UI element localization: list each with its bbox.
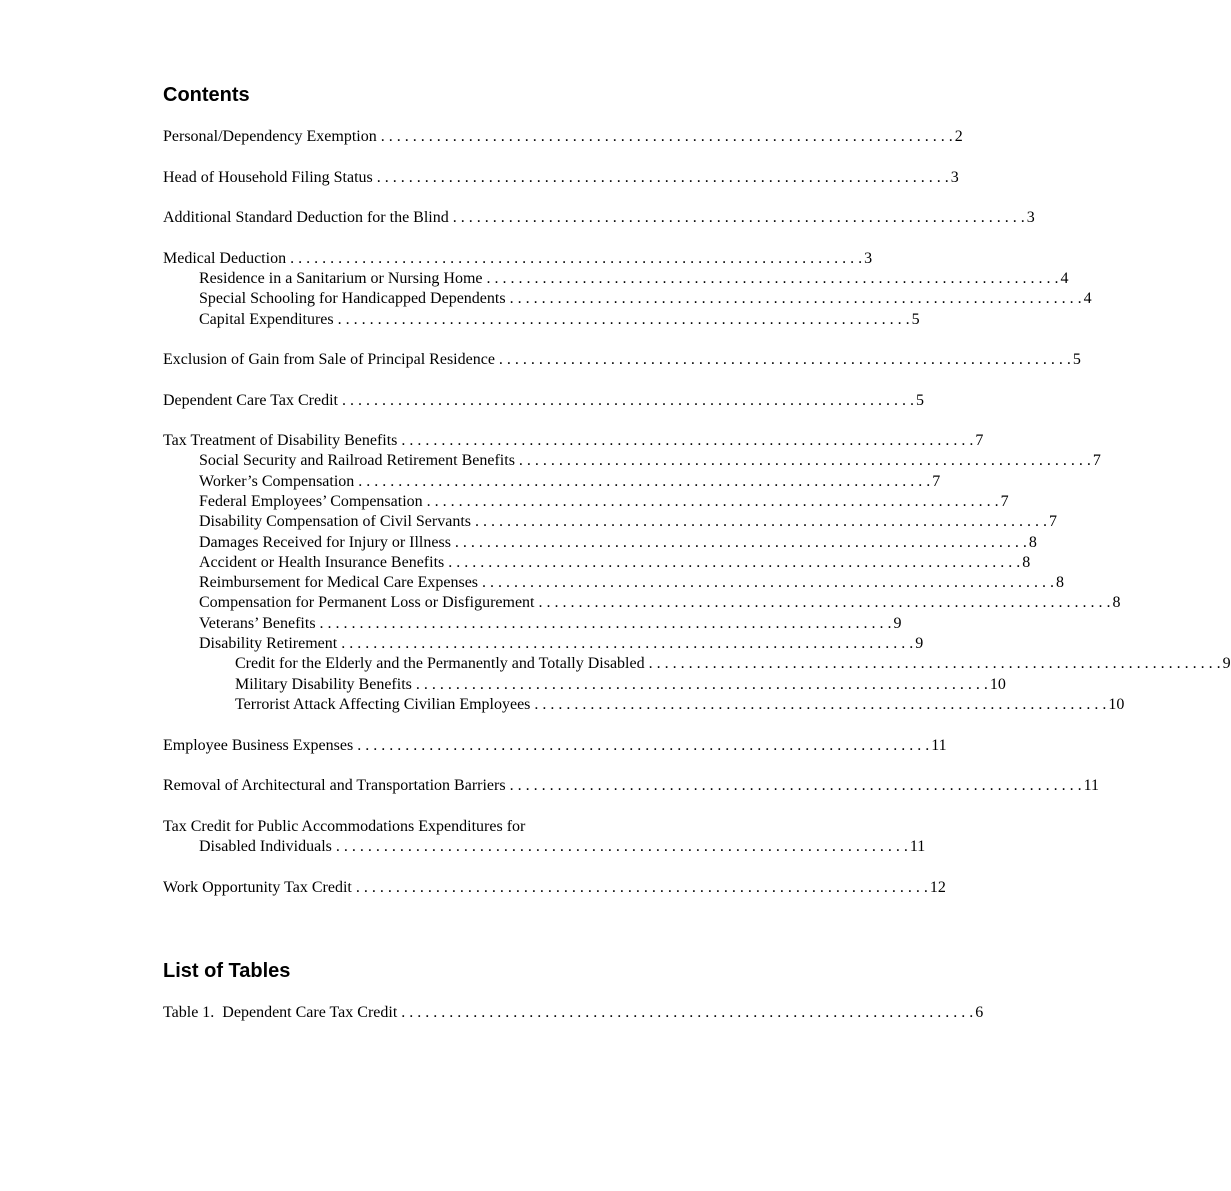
- toc-entry[interactable]: [199, 593, 1121, 613]
- leader-dots: . . . . . . . . . . . . . . . . . . . . . . . . . . . . . . . . . . . . . . . . . . . . . . . . . . . . . . . . . . . . . . . . . . . . . . . .: [509, 777, 1082, 794]
- toc-entry-title: Reimbursement for Medical Care Expenses: [199, 574, 479, 591]
- leader-dots: . . . . . . . . . . . . . . . . . . . . . . . . . . . . . . . . . . . . . . . . . . . . . . . . . . . . . . . . . . . . . . . . . . . . . . . .: [448, 554, 1021, 571]
- toc-entry-page: 2: [954, 128, 963, 145]
- toc-entry[interactable]: [163, 431, 984, 451]
- leader-dots: . . . . . . . . . . . . . . . . . . . . . . . . . . . . . . . . . . . . . . . . . . . . . . . . . . . . . . . . . . . . . . . . . . . . . . . .: [319, 615, 892, 632]
- toc-entry-title: Worker’s Compensation: [199, 473, 355, 490]
- toc-entry-title: Social Security and Railroad Retirement Benefits: [199, 452, 515, 469]
- toc-entry-page: 8: [1022, 554, 1031, 571]
- toc-entry[interactable]: [163, 208, 1035, 228]
- toc-entry[interactable]: [235, 654, 1231, 674]
- toc-entry-page: 5: [915, 392, 924, 409]
- toc-entry-page: 12: [929, 879, 946, 896]
- leader-dots: . . . . . . . . . . . . . . . . . . . . . . . . . . . . . . . . . . . . . . . . . . . . . . . . . . . . . . . . . . . . . . . . . . . . . . . .: [518, 452, 1091, 469]
- toc-entry-title: Terrorist Attack Affecting Civilian Employees: [235, 696, 531, 713]
- table-list-entry-page: 6: [975, 1004, 984, 1021]
- leader-dots: . . . . . . . . . . . . . . . . . . . . . . . . . . . . . . . . . . . . . . . . . . . . . . . . . . . . . . . . . . . . . . . . . . . . . . . .: [534, 696, 1107, 713]
- leader-dots: . . . . . . . . . . . . . . . . . . . . . . . . . . . . . . . . . . . . . . . . . . . . . . . . . . . . . . . . . . . . . . . . . . . . . . . .: [401, 432, 974, 449]
- toc-entry[interactable]: [199, 289, 1092, 309]
- toc-entry[interactable]: [199, 634, 924, 654]
- leader-dots: . . . . . . . . . . . . . . . . . . . . . . . . . . . . . . . . . . . . . . . . . . . . . . . . . . . . . . . . . . . . . . . . . . . . . . . .: [335, 838, 908, 855]
- leader-dots: . . . . . . . . . . . . . . . . . . . . . . . . . . . . . . . . . . . . . . . . . . . . . . . . . . . . . . . . . . . . . . . . . . . . . . . .: [358, 473, 931, 490]
- leader-dots: . . . . . . . . . . . . . . . . . . . . . . . . . . . . . . . . . . . . . . . . . . . . . . . . . . . . . . . . . . . . . . . . . . . . . . . .: [498, 351, 1071, 368]
- contents-heading: Contents: [163, 84, 250, 106]
- toc-entry-title: Residence in a Sanitarium or Nursing Home: [199, 270, 483, 287]
- toc-entry-title: Tax Treatment of Disability Benefits: [163, 432, 398, 449]
- toc-entry-title: Tax Credit for Public Accommodations Expenditures for: [163, 818, 526, 835]
- leader-dots: . . . . . . . . . . . . . . . . . . . . . . . . . . . . . . . . . . . . . . . . . . . . . . . . . . . . . . . . . . . . . . . . . . . . . . . .: [357, 737, 930, 754]
- toc-entry-title: Disability Retirement: [199, 635, 338, 652]
- toc-entry-title: Federal Employees’ Compensation: [199, 493, 423, 510]
- toc-entry[interactable]: [199, 553, 1031, 573]
- toc-entry-title: Capital Expenditures: [199, 311, 334, 328]
- leader-dots: . . . . . . . . . . . . . . . . . . . . . . . . . . . . . . . . . . . . . . . . . . . . . . . . . . . . . . . . . . . . . . . . . . . . . . . .: [376, 169, 949, 186]
- toc-entry-title: Exclusion of Gain from Sale of Principal Residence: [163, 351, 495, 368]
- toc-entry-page: 7: [1092, 452, 1101, 469]
- toc-entry-title: Disability Compensation of Civil Servants: [199, 513, 471, 530]
- leader-dots: . . . . . . . . . . . . . . . . . . . . . . . . . . . . . . . . . . . . . . . . . . . . . . . . . . . . . . . . . . . . . . . . . . . . . . . .: [486, 270, 1059, 287]
- toc-entry[interactable]: [163, 249, 873, 269]
- toc-entry-title: Dependent Care Tax Credit: [163, 392, 338, 409]
- toc-entry-page: 4: [1060, 270, 1069, 287]
- leader-dots: . . . . . . . . . . . . . . . . . . . . . . . . . . . . . . . . . . . . . . . . . . . . . . . . . . . . . . . . . . . . . . . . . . . . . . . .: [401, 1004, 974, 1021]
- leader-dots: . . . . . . . . . . . . . . . . . . . . . . . . . . . . . . . . . . . . . . . . . . . . . . . . . . . . . . . . . . . . . . . . . . . . . . . .: [426, 493, 999, 510]
- leader-dots: . . . . . . . . . . . . . . . . . . . . . . . . . . . . . . . . . . . . . . . . . . . . . . . . . . . . . . . . . . . . . . . . . . . . . . . .: [538, 594, 1111, 611]
- toc-entry-title: Compensation for Permanent Loss or Disfigurement: [199, 594, 535, 611]
- toc-entry-page: 3: [950, 169, 959, 186]
- leader-dots: . . . . . . . . . . . . . . . . . . . . . . . . . . . . . . . . . . . . . . . . . . . . . . . . . . . . . . . . . . . . . . . . . . . . . . . .: [452, 209, 1025, 226]
- toc-entry-title: Medical Deduction: [163, 250, 287, 267]
- toc-entry-page: 5: [1072, 351, 1081, 368]
- toc-entry[interactable]: [199, 837, 926, 857]
- list-of-tables-heading: List of Tables: [163, 960, 291, 982]
- toc-entry[interactable]: [199, 451, 1101, 471]
- leader-dots: . . . . . . . . . . . . . . . . . . . . . . . . . . . . . . . . . . . . . . . . . . . . . . . . . . . . . . . . . . . . . . . . . . . . . . . .: [380, 128, 953, 145]
- toc-entry[interactable]: [199, 269, 1069, 289]
- leader-dots: . . . . . . . . . . . . . . . . . . . . . . . . . . . . . . . . . . . . . . . . . . . . . . . . . . . . . . . . . . . . . . . . . . . . . . . .: [337, 311, 910, 328]
- toc-entry-page: 3: [1026, 209, 1035, 226]
- toc-entry-page: 10: [1108, 696, 1125, 713]
- toc-entry-page: 3: [864, 250, 873, 267]
- leader-dots: . . . . . . . . . . . . . . . . . . . . . . . . . . . . . . . . . . . . . . . . . . . . . . . . . . . . . . . . . . . . . . . . . . . . . . . .: [341, 392, 914, 409]
- toc-entry[interactable]: [199, 614, 902, 634]
- toc-entry[interactable]: [199, 512, 1057, 532]
- toc-entry[interactable]: [163, 391, 924, 411]
- toc-entry-page: 11: [909, 838, 926, 855]
- leader-dots: . . . . . . . . . . . . . . . . . . . . . . . . . . . . . . . . . . . . . . . . . . . . . . . . . . . . . . . . . . . . . . . . . . . . . . . .: [415, 676, 988, 693]
- toc-entry-title: Head of Household Filing Status: [163, 169, 373, 186]
- toc-entry-title: Accident or Health Insurance Benefits: [199, 554, 445, 571]
- toc-entry[interactable]: [199, 310, 920, 330]
- toc-entry[interactable]: [163, 350, 1081, 370]
- toc-entry[interactable]: [199, 533, 1037, 553]
- toc-entry-title: Removal of Architectural and Transportation Barriers: [163, 777, 506, 794]
- toc-entry-page: 7: [1000, 493, 1009, 510]
- toc-entry[interactable]: [199, 573, 1065, 593]
- toc-entry-title: Military Disability Benefits: [235, 676, 412, 693]
- toc-entry-title: Veterans’ Benefits: [199, 615, 316, 632]
- toc-entry-title: Employee Business Expenses: [163, 737, 354, 754]
- toc-entry-page: 4: [1083, 290, 1092, 307]
- leader-dots: . . . . . . . . . . . . . . . . . . . . . . . . . . . . . . . . . . . . . . . . . . . . . . . . . . . . . . . . . . . . . . . . . . . . . . . .: [341, 635, 914, 652]
- toc-entry-page: 11: [1083, 777, 1099, 794]
- toc-entry[interactable]: [199, 492, 1009, 512]
- toc-entry-page: 9: [893, 615, 902, 632]
- toc-entry-page: 11: [931, 737, 947, 754]
- leader-dots: . . . . . . . . . . . . . . . . . . . . . . . . . . . . . . . . . . . . . . . . . . . . . . . . . . . . . . . . . . . . . . . . . . . . . . . .: [648, 655, 1221, 672]
- table-list-entry-title: Table 1. Dependent Care Tax Credit: [163, 1004, 398, 1021]
- toc-entry-page: 7: [975, 432, 984, 449]
- leader-dots: . . . . . . . . . . . . . . . . . . . . . . . . . . . . . . . . . . . . . . . . . . . . . . . . . . . . . . . . . . . . . . . . . . . . . . . .: [290, 250, 863, 267]
- toc-entry-page: 10: [989, 676, 1006, 693]
- toc-entry-title: Personal/Dependency Exemption: [163, 128, 377, 145]
- toc-entry[interactable]: [199, 472, 941, 492]
- toc-entry[interactable]: [163, 127, 963, 147]
- toc-entry[interactable]: [235, 695, 1125, 715]
- toc-entry-page: 7: [932, 473, 941, 490]
- toc-entry-page: 9: [1222, 655, 1231, 672]
- toc-entry[interactable]: [163, 736, 947, 756]
- toc-entry-page: 7: [1048, 513, 1057, 530]
- leader-dots: . . . . . . . . . . . . . . . . . . . . . . . . . . . . . . . . . . . . . . . . . . . . . . . . . . . . . . . . . . . . . . . . . . . . . . . .: [454, 534, 1027, 551]
- leader-dots: . . . . . . . . . . . . . . . . . . . . . . . . . . . . . . . . . . . . . . . . . . . . . . . . . . . . . . . . . . . . . . . . . . . . . . . .: [509, 290, 1082, 307]
- toc-entry-continued-title[interactable]: [163, 817, 758, 837]
- toc-entry-page: 8: [1056, 574, 1065, 591]
- toc-entry[interactable]: [163, 878, 946, 898]
- toc-entry-title: Work Opportunity Tax Credit: [163, 879, 352, 896]
- toc-entry-page: 8: [1028, 534, 1037, 551]
- toc-entry[interactable]: [163, 168, 959, 188]
- toc-entry-title: Credit for the Elderly and the Permanently and Totally Disabled: [235, 655, 645, 672]
- toc-entry-title: Damages Received for Injury or Illness: [199, 534, 451, 551]
- toc-entry-title: Additional Standard Deduction for the Blind: [163, 209, 449, 226]
- toc-entry-title: Disabled Individuals: [199, 838, 332, 855]
- table-list-entry[interactable]: [163, 1003, 984, 1023]
- leader-dots: . . . . . . . . . . . . . . . . . . . . . . . . . . . . . . . . . . . . . . . . . . . . . . . . . . . . . . . . . . . . . . . . . . . . . . . .: [474, 513, 1047, 530]
- toc-entry[interactable]: [163, 776, 1099, 796]
- toc-entry[interactable]: [235, 675, 1006, 695]
- leader-dots: . . . . . . . . . . . . . . . . . . . . . . . . . . . . . . . . . . . . . . . . . . . . . . . . . . . . . . . . . . . . . . . . . . . . . . . .: [355, 879, 928, 896]
- toc-entry-page: 9: [915, 635, 924, 652]
- toc-entry-page: 8: [1112, 594, 1121, 611]
- toc-entry-title: Special Schooling for Handicapped Dependents: [199, 290, 506, 307]
- toc-entry-page: 5: [911, 311, 920, 328]
- leader-dots: . . . . . . . . . . . . . . . . . . . . . . . . . . . . . . . . . . . . . . . . . . . . . . . . . . . . . . . . . . . . . . . . . . . . . . . .: [482, 574, 1055, 591]
